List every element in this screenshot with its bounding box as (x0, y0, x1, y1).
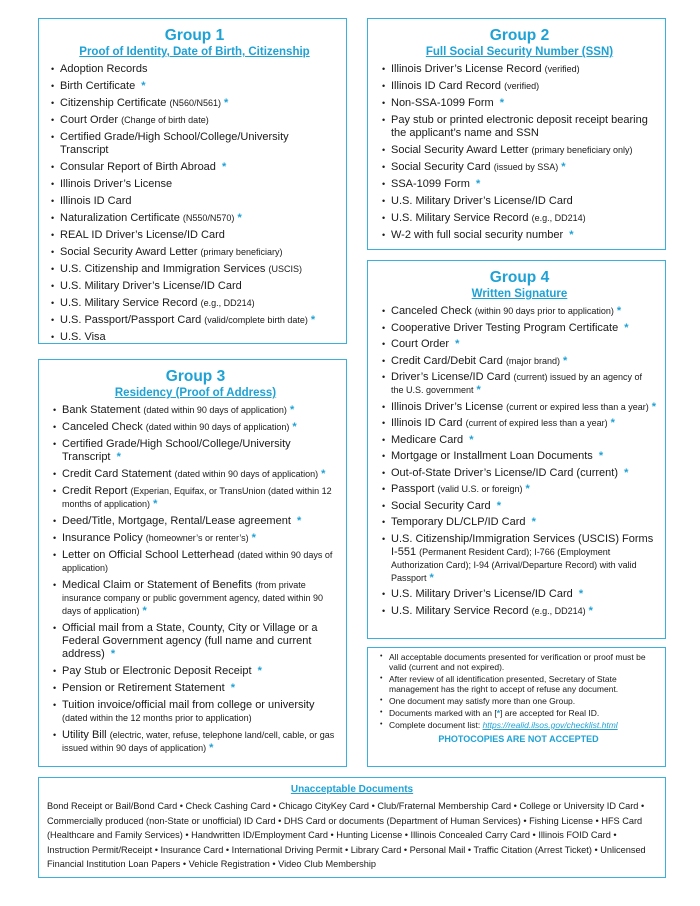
document-item (382, 467, 657, 480)
document-name: SSA-1099 Form (391, 178, 470, 190)
document-name: Bank Statement (62, 404, 141, 416)
document-item (53, 729, 338, 755)
document-name: Driver’s License/ID Card (391, 371, 511, 383)
checklist-label: Complete document list: (389, 720, 481, 730)
realid-prefix: Documents marked with an [ (389, 708, 497, 718)
document-name: Official mail from a State, County, City or Village or a Federal Government agency (full name and current address) (62, 622, 318, 660)
document-item (382, 178, 657, 191)
document-item (53, 622, 338, 661)
document-item (382, 161, 657, 174)
document-note: (primary beneficiary only) (531, 145, 633, 155)
document-name: U.S. Citizenship/Immigration Services (USCIS) Forms I-551 (391, 532, 654, 558)
note-item-checklist (380, 720, 657, 730)
document-name: W-2 with full social security number (391, 229, 564, 241)
document-item (382, 144, 657, 157)
document-name: Social Security Award Letter (60, 246, 198, 258)
document-item (382, 355, 657, 368)
group-2-list (382, 63, 657, 242)
document-name: Social Security Award Letter (391, 144, 529, 156)
document-item (51, 212, 338, 225)
group-1-subtitle: Proof of Identity, Date of Birth, Citizenship (79, 46, 310, 58)
unacceptable-title: Unacceptable Documents (290, 784, 414, 795)
realid-star-icon: * (616, 305, 622, 317)
document-note: (e.g., DD214) (200, 298, 255, 308)
document-name: Credit Card Statement (62, 468, 172, 480)
document-name: Canceled Check (62, 421, 143, 433)
realid-star-icon: * (142, 605, 147, 617)
document-item (51, 297, 338, 310)
document-name: Mortgage or Installment Loan Documents (391, 450, 593, 462)
realid-star-icon: * (624, 321, 629, 334)
document-name: Credit Card/Debit Card (391, 354, 503, 367)
document-name: Tuition invoice/official mail from college or university (62, 699, 315, 711)
document-item (382, 483, 657, 496)
document-note: (issued by SSA) (493, 162, 559, 172)
document-name: Medicare Card (391, 433, 464, 446)
document-item (382, 417, 657, 430)
document-note: (Change of birth date) (121, 115, 209, 125)
checklist-link[interactable]: https://realid.ilsos.gov/checklist.html (482, 720, 618, 730)
realid-star-icon: * (561, 161, 566, 173)
unacceptable-panel (38, 777, 666, 878)
notes-panel (367, 647, 666, 767)
document-item (382, 516, 657, 529)
realid-star-icon: * (292, 421, 297, 433)
document-name: Illinois Driver’s License (391, 400, 504, 413)
photocopies-warning: PHOTOCOPIES ARE NOT ACCEPTED (438, 734, 599, 744)
document-item (51, 178, 338, 191)
document-item (53, 485, 338, 511)
realid-star-icon: * (116, 451, 121, 463)
document-name: Adoption Records (60, 63, 148, 75)
document-item (382, 305, 657, 318)
document-name: U.S. Citizenship and Immigration Services (60, 263, 266, 275)
document-name: U.S. Military Driver’s License/ID Card (60, 280, 242, 292)
realid-star-icon: * (237, 212, 242, 224)
group-3-subtitle: Residency (Proof of Address) (114, 387, 277, 399)
document-item (53, 682, 338, 695)
document-name: Naturalization Certificate (60, 212, 180, 224)
document-item (51, 195, 338, 208)
document-name: Illinois ID Card Record (391, 80, 502, 92)
document-item (51, 97, 338, 110)
document-name: Citizenship Certificate (60, 97, 167, 109)
group-2-subtitle: Full Social Security Number (SSN) (425, 46, 614, 58)
notes-list (380, 652, 657, 730)
document-item (53, 404, 338, 417)
document-note: (primary beneficiary) (200, 247, 283, 257)
group-1-title: Group 1 (164, 27, 225, 44)
document-name: U.S. Military Service Record (391, 604, 529, 617)
document-note: (N550/N570) (182, 213, 235, 223)
document-note: (dated within 90 days of application) (62, 550, 333, 573)
realid-star-icon: * (499, 97, 505, 109)
document-name: Illinois ID Card (60, 195, 132, 207)
note-item: • One document may satisfy more than one Group. (380, 696, 657, 706)
document-note: (homeowner’s or renter’s) (145, 533, 249, 543)
document-name: Illinois ID Card (391, 417, 463, 429)
document-note: (major brand) (505, 355, 560, 366)
document-name: Utility Bill (62, 729, 107, 741)
document-item (382, 212, 657, 225)
realid-star-icon: * (531, 516, 536, 528)
document-item (53, 515, 338, 528)
realid-suffix: ] are accepted for Real ID. (500, 708, 600, 718)
document-item (382, 401, 657, 414)
realid-star-icon: * (141, 80, 146, 92)
document-item (53, 421, 338, 434)
document-name: Illinois Driver’s License Record (391, 63, 542, 75)
document-item (51, 63, 338, 76)
document-name: Illinois Driver’s License (60, 178, 173, 190)
document-name: Credit Report (62, 485, 128, 497)
document-item (53, 699, 338, 725)
note-item: • After review of all identification presented, Secretary of State management has the right to accept of refuse any document. (380, 674, 657, 694)
document-note: (Experian, Equifax, or TransUnion (dated within 12 months of application) (62, 486, 332, 509)
document-item (382, 338, 657, 351)
realid-star-icon: * (578, 588, 584, 600)
realid-star-icon: * (469, 433, 474, 446)
document-name: U.S. Passport/Passport Card (60, 314, 202, 326)
document-item (51, 263, 338, 276)
realid-star-icon: * (296, 515, 302, 527)
document-note: (electric, water, refuse, telephone land/cell, cable, or gas issued within 90 days of application) (62, 730, 335, 753)
group-4-list (382, 305, 657, 618)
realid-star-icon: * (321, 468, 326, 480)
document-note: (verified) (544, 64, 580, 74)
document-name: Pay stub or printed electronic deposit receipt bearing the applicant’s name and SSN (391, 114, 648, 139)
document-note: (from private insurance company or public government agency, dated within 90 days of application) (62, 580, 323, 616)
document-name: Insurance Policy (62, 532, 143, 544)
document-item (382, 434, 657, 447)
realid-star-icon: * (429, 571, 434, 584)
document-note: (Permanent Resident Card); I-766 (Employment Authorization Card); I-94 (Arrival/Departure Record) with valid Passport (391, 546, 637, 583)
document-item (382, 63, 657, 76)
group-3-panel (38, 359, 347, 767)
document-name: Passport (391, 483, 435, 495)
document-item (51, 331, 338, 344)
realid-star-icon: * (221, 161, 227, 173)
document-item (51, 80, 338, 93)
document-name: Birth Certificate (60, 80, 136, 92)
document-item (382, 97, 657, 110)
realid-star-icon: * (230, 682, 235, 694)
document-note: (valid/complete birth date) (204, 315, 308, 325)
document-note: (e.g., DD214) (531, 213, 586, 223)
document-item (382, 195, 657, 208)
document-name: Pay Stub or Electronic Deposit Receipt (62, 665, 252, 677)
realid-star-icon: * (651, 400, 657, 413)
document-note: (verified) (504, 81, 540, 91)
document-name: Non-SSA-1099 Form (391, 97, 494, 109)
group-2-title: Group 2 (489, 27, 550, 44)
document-item (53, 665, 338, 678)
realid-star-icon: * (610, 417, 615, 429)
note-item: • All acceptable documents presented for verification or proof must be valid (current and not expired). (380, 652, 657, 672)
realid-star-icon: * (223, 97, 229, 109)
realid-star-icon: * (310, 314, 316, 326)
document-item (382, 450, 657, 463)
document-item (382, 322, 657, 335)
document-item (51, 161, 338, 174)
document-name: REAL ID Driver’s License/ID Card (60, 229, 225, 241)
realid-star-icon: * (110, 648, 116, 660)
realid-star-icon: * (455, 338, 460, 350)
realid-star: * (496, 708, 501, 718)
realid-star-icon: * (476, 384, 481, 396)
document-item (382, 371, 657, 397)
document-name: U.S. Military Driver’s License/ID Card (391, 588, 573, 600)
document-item (382, 229, 657, 242)
document-note: (e.g., DD214) (531, 605, 586, 616)
realid-star-icon: * (525, 483, 530, 495)
document-item (382, 500, 657, 513)
realid-star-icon: * (569, 229, 574, 241)
document-item (51, 229, 338, 242)
group-1-list (51, 63, 338, 344)
document-name: Social Security Card (391, 161, 491, 173)
group-4-subtitle: Written Signature (471, 288, 568, 300)
document-name: U.S. Military Driver’s License/ID Card (391, 195, 573, 207)
realid-star-icon: * (209, 742, 214, 754)
document-item (53, 532, 338, 545)
group-2-panel (367, 18, 666, 250)
document-item (382, 114, 657, 140)
document-name: Deed/Title, Mortgage, Rental/Lease agreement (62, 515, 291, 527)
document-note: (USCIS) (268, 264, 302, 274)
note-item-realid (380, 708, 657, 718)
document-name: U.S. Visa (60, 331, 106, 343)
document-name: Court Order (391, 338, 450, 350)
document-item (53, 549, 338, 575)
document-name: U.S. Military Service Record (391, 212, 529, 224)
document-item (51, 246, 338, 259)
document-item (382, 533, 657, 585)
realid-star-icon: * (496, 499, 501, 512)
document-name: Consular Report of Birth Abroad (60, 161, 216, 173)
realid-star-icon: * (624, 466, 629, 479)
document-name: Certified Grade/High School/College/University Transcript (62, 438, 291, 463)
document-name: U.S. Military Service Record (60, 297, 198, 309)
realid-star-icon: * (562, 354, 568, 367)
document-name: Court Order (60, 114, 119, 126)
document-name: Canceled Check (391, 305, 472, 317)
document-item (53, 438, 338, 464)
document-note: (current or expired less than a year) (506, 401, 649, 412)
document-note: (dated within 90 days of application) (174, 469, 319, 479)
document-name: Social Security Card (391, 499, 491, 512)
document-item (53, 579, 338, 618)
realid-star-icon: * (251, 532, 256, 544)
group-1-panel (38, 18, 347, 344)
document-note: (dated within the 12 months prior to application) (62, 713, 252, 723)
document-name: Letter on Official School Letterhead (62, 549, 235, 561)
realid-star-icon: * (153, 498, 158, 510)
document-item (382, 80, 657, 93)
document-name: Cooperative Driver Testing Program Certificate (391, 321, 619, 334)
document-note: (valid U.S. or foreign) (437, 484, 523, 494)
document-note: (within 90 days prior to application) (474, 306, 614, 316)
realid-star-icon: * (598, 450, 604, 462)
group-3-list (53, 404, 338, 755)
document-item (51, 280, 338, 293)
realid-star-icon: * (588, 604, 593, 617)
group-3-title: Group 3 (165, 368, 226, 385)
realid-star-icon: * (289, 404, 295, 416)
document-item (51, 114, 338, 127)
document-note: (current of expired less than a year) (465, 418, 608, 428)
group-4-title: Group 4 (489, 269, 550, 286)
document-item (382, 605, 657, 618)
document-name: Pension or Retirement Statement (62, 682, 225, 694)
document-item (53, 468, 338, 481)
document-name: Temporary DL/CLP/ID Card (391, 516, 526, 528)
document-note: (dated within 90 days of application) (145, 422, 290, 432)
group-4-panel (367, 260, 666, 639)
document-note: (N560/N561) (169, 98, 221, 108)
document-note: (current) issued by an agency of the U.S. government (391, 372, 643, 395)
document-item (382, 588, 657, 601)
realid-star-icon: * (257, 665, 262, 677)
document-item (51, 314, 338, 327)
unacceptable-text: Bond Receipt or Bail/Bond Card • Check Cashing Card • Chicago CityKey Card • Club/Fraternal Membership Card • College or University ID Card • Commercially produced (non-State or unofficial) ID Card • DHS Card or documents (Department of Human Services) • Fishing License • HFS Card (Healthcare and Family Services) • Handwritten ID/Employment Card • Hunting License • Illinois Concealed Carry Card • Illinois FOID Card • Instruction Permit/Receipt • Insurance Card • International Driving Permit • Library Card • Personal Mail • Traffic Citation (Arrest Ticket) • Unlicensed Financial Institution Loan Papers • Vehicle Registration • Video Club Membership (47, 801, 646, 869)
document-note: (dated within 90 days of application) (143, 405, 287, 415)
realid-star-icon: * (475, 178, 481, 190)
document-name: Medical Claim or Statement of Benefits (62, 579, 253, 591)
document-name: Certified Grade/High School/College/University Transcript (60, 131, 289, 156)
document-item (51, 131, 338, 157)
document-name: Out-of-State Driver’s License/ID Card (current) (391, 466, 618, 479)
